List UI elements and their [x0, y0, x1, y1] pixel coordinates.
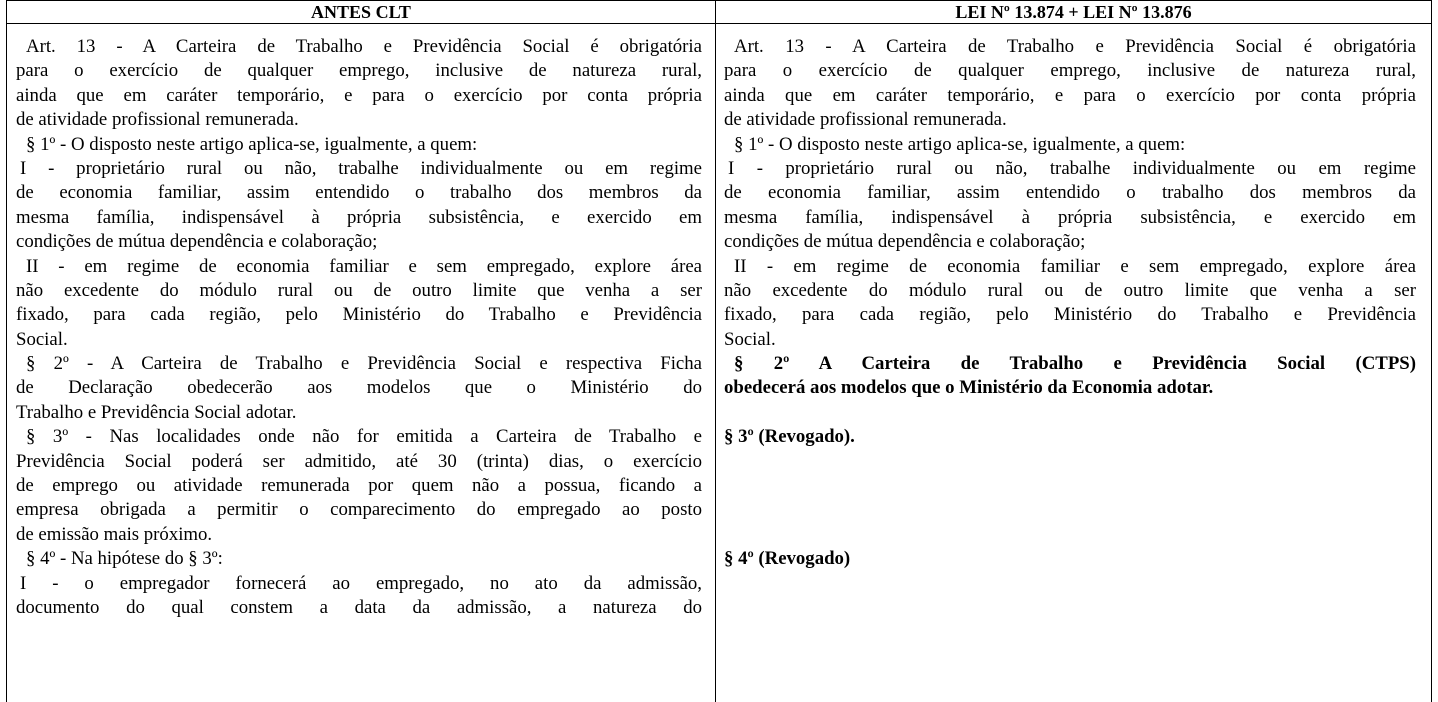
left_lines-line: fixado, para cada região, pelo Ministério do Trabalho e Previdência	[16, 304, 702, 326]
left_lines-line: I - proprietário rural ou não, trabalhe individualmente ou em regime	[20, 157, 702, 179]
right_lines-line: condições de mútua dependência e colaboração;	[724, 231, 1086, 253]
left_lines-line: § 3º - Nas localidades onde não for emitida a Carteira de Trabalho e	[26, 426, 702, 448]
right_lines-line	[724, 450, 1416, 474]
header-lei: LEI Nº 13.874 + LEI Nº 13.876	[715, 0, 1431, 24]
right_lines-line: Social.	[724, 328, 776, 350]
right_lines-line: ainda que em caráter temporário, e para o exercício por conta própria	[724, 84, 1416, 106]
right_lines-line: I - proprietário rural ou não, trabalhe individualmente ou em regime	[728, 157, 1416, 179]
right-column-text	[724, 35, 1416, 572]
left_lines-line: empresa obrigada a permitir o comparecimento do empregado ao posto	[16, 499, 702, 521]
left_lines-line: condições de mútua dependência e colaboração;	[16, 231, 378, 253]
left_lines-line: não excedente do módulo rural ou de outro limite que venha a ser	[16, 279, 702, 301]
right_lines-line: para o exercício de qualquer emprego, inclusive de natureza rural,	[724, 60, 1416, 82]
right_lines-line: mesma família, indispensável à própria subsistência, e exercido em	[724, 206, 1416, 228]
left_lines-line: de economia familiar, assim entendido o trabalho dos membros da	[16, 182, 702, 204]
left_lines-line: Art. 13 - A Carteira de Trabalho e Previdência Social é obrigatória	[26, 36, 702, 57]
right_lines-line	[724, 474, 1416, 498]
left_lines-line: II - em regime de economia familiar e sem empregado, explore área	[26, 255, 702, 277]
right_lines-line: § 3º (Revogado).	[724, 426, 855, 448]
left_lines-line: ainda que em caráter temporário, e para o exercício por conta própria	[16, 84, 702, 106]
column-divider	[715, 24, 716, 702]
left_lines-line: documento do qual constem a data da admissão, a natureza do	[16, 596, 702, 618]
right_lines-line: de economia familiar, assim entendido o trabalho dos membros da	[724, 182, 1416, 204]
right_lines-line	[724, 523, 1416, 547]
right_lines-line: de atividade profissional remunerada.	[724, 109, 1007, 131]
right_lines-line: Art. 13 - A Carteira de Trabalho e Previdência Social é obrigatória	[734, 36, 1416, 57]
left_lines-line: § 1º - O disposto neste artigo aplica-se, igualmente, a quem:	[26, 133, 478, 155]
left_lines-line: I - o empregador fornecerá ao empregado, no ato da admissão,	[20, 572, 702, 594]
left_lines-line: Social.	[16, 328, 68, 350]
right_lines-line	[724, 401, 1416, 425]
left_lines-line: de emprego ou atividade remunerada por quem não a possua, ficando a	[16, 475, 702, 497]
left-column-text	[16, 35, 702, 620]
left_lines-line: § 4º - Na hipótese do § 3º:	[26, 548, 223, 570]
right_lines-line: II - em regime de economia familiar e sem empregado, explore área	[734, 255, 1416, 277]
left_lines-line: de emissão mais próximo.	[16, 523, 213, 545]
left_lines-line: de Declaração obedecerão aos modelos que o Ministério do	[16, 377, 702, 399]
right_lines-line: fixado, para cada região, pelo Ministério do Trabalho e Previdência	[724, 304, 1416, 326]
right_lines-line	[724, 498, 1416, 522]
left_lines-line: Trabalho e Previdência Social adotar.	[16, 401, 297, 423]
right_lines-line: § 2º A Carteira de Trabalho e Previdência Social (CTPS)	[734, 353, 1416, 375]
right_lines-line: § 1º - O disposto neste artigo aplica-se, igualmente, a quem:	[734, 133, 1186, 155]
left_lines-line: para o exercício de qualquer emprego, inclusive de natureza rural,	[16, 60, 702, 82]
left_lines-line: § 2º - A Carteira de Trabalho e Previdência Social e respectiva Ficha	[26, 353, 702, 375]
right_lines-line: não excedente do módulo rural ou de outro limite que venha a ser	[724, 279, 1416, 301]
left_lines-line: mesma família, indispensável à própria subsistência, e exercido em	[16, 206, 702, 228]
right_lines-line: obedecerá aos modelos que o Ministério da Economia adotar.	[724, 377, 1214, 399]
left_lines-line: Previdência Social poderá ser admitido, até 30 (trinta) dias, o exercício	[16, 450, 702, 472]
right_lines-line: § 4º (Revogado)	[724, 548, 851, 570]
left_lines-line: de atividade profissional remunerada.	[16, 109, 299, 131]
header-antes-clt: ANTES CLT	[7, 0, 715, 24]
